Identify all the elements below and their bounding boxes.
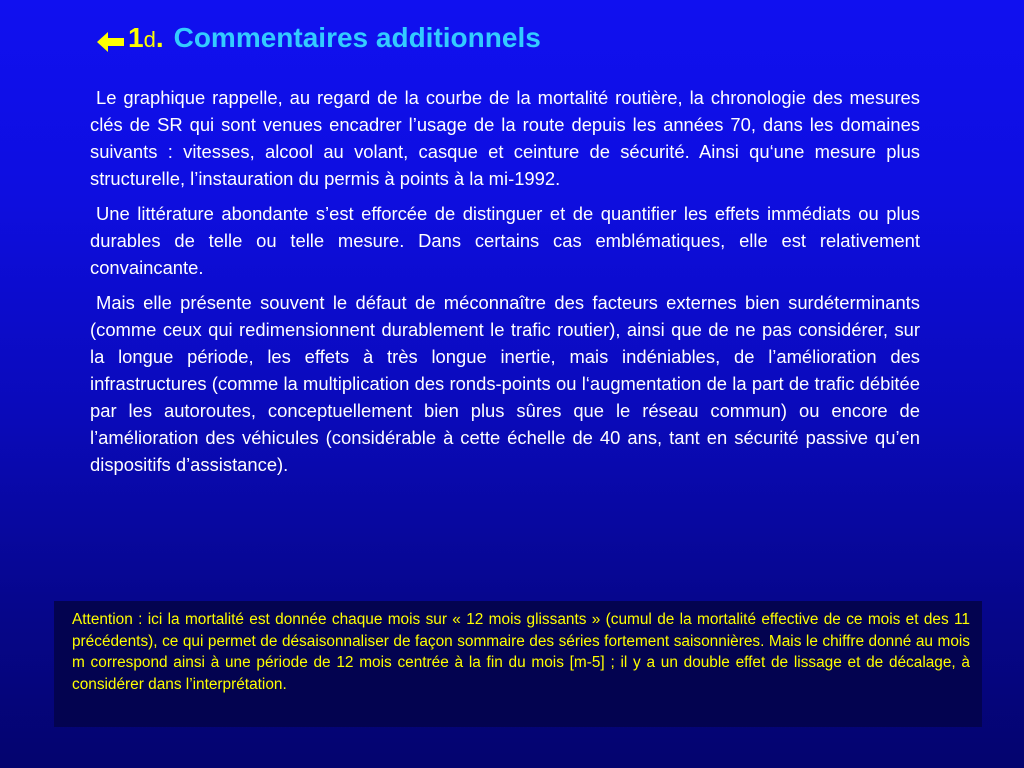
paragraph-chronology: Le graphique rappelle, au regard de la courbe de la mortalité routière, la chronologie des mesures clés de SR qui sont venues encadrer l’usage de la route depuis les années 70, dans les domaines suivants : vitesses, alcool au volant, casque et ceinture de sécurité. Ainsi qu‘une mesure plus structurelle, l’instauration du permis à points à la mi-1992. (90, 87, 920, 189)
arrow-left-icon[interactable] (96, 30, 126, 54)
title-dot: . (155, 22, 164, 53)
paragraph-external-factors: Mais elle présente souvent le défaut de méconnaître des facteurs externes bien surdéterminants (comme ceux qui redimensionnent durablement le trafic routier), ainsi que de ne pas considérer, sur la longue période, les effets à très longue inertie, mais indéniables, de l’amélioration des infrastructures (comme la multiplication des ronds-points ou l‘augmentation de la part de trafic débitée par les autoroutes, conceptuellement bien plus sûres que le réseau commun) ou encore de l’amélioration des véhicules (considérable à cette échelle de 40 ans, tant en sécurité passive qu’en dispositifs d’assistance). (90, 292, 920, 475)
paragraph-literature: Une littérature abondante s’est efforcée de distinguer et de quantifier les effets immédiats ou plus durables de telle ou telle mesure. Dans certains cas emblématiques, elle est relativement convaincante. (90, 203, 920, 278)
note-box (54, 601, 982, 727)
note-text: Attention : ici la mortalité est donnée chaque mois sur « 12 mois glissants » (cumul de la mortalité effective de ce mois et des 11 précédents), ce qui permet de désaisonnaliser de façon sommaire des séries fortement saisonnières. Mais le chiffre donné au mois m correspond ainsi à une période de 12 mois centrée à la fin du mois [m-5] ; il y a un double effet de lissage et de décalage, à considérer dans l’interprétation. (72, 611, 970, 693)
title-number: 1 (128, 22, 144, 53)
title-text: Commentaires additionnels (173, 22, 541, 53)
slide-title (96, 22, 896, 66)
title-suffix: d (143, 27, 156, 52)
body-text (90, 84, 920, 486)
